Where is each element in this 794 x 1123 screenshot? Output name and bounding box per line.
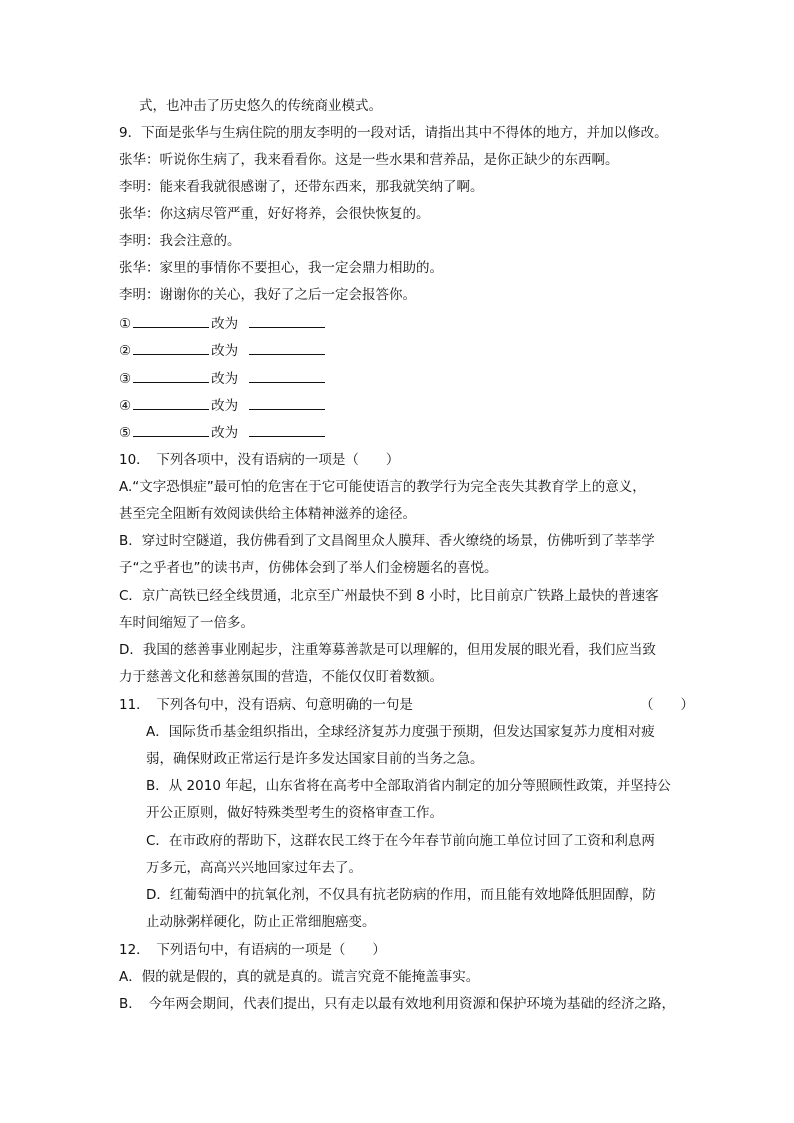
blank-revised[interactable] [249,313,325,328]
option-c-cont: 万多元，高高兴兴地回家过年去了。 [146,860,362,876]
option-a: A．假的就是假的，真的就是真的。谎言究竟不能掩盖事实。 [119,969,480,985]
answer-blank-row [119,368,327,388]
option-d: D．红葡萄酒中的抗氧化剂，不仅具有抗老防病的作用，而且能有效地降低胆固醇，防 [146,887,656,903]
dialogue-line: 李明：我会注意的。 [119,233,241,249]
question-11-text: 11． 下列各句中，没有语病、句意明确的一句是 [119,697,413,713]
option-d-cont: 力于慈善文化和慈善氛围的营造，不能仅仅盯着数额。 [119,669,443,685]
dialogue-line: 李明：谢谢你的关心，我好了之后一定会报答你。 [119,287,416,303]
option-b: B．从 2010 年起，山东省将在高考中全部取消省内制定的加分等照顾性政策，并坚持公 [146,778,671,794]
blank-original[interactable] [133,340,209,355]
option-b-cont: 子“之乎者也”的读书声，仿佛体会到了举人们金榜题名的喜悦。 [119,560,498,576]
option-c-cont: 车时间缩短了一倍多。 [119,615,254,631]
answer-paren: （ ） [640,697,694,713]
question-11-stem [119,695,413,715]
blank-label: 改为 [211,343,239,359]
option-a: A．国际货币基金组织指出，全球经济复苏力度强于预期，但发达国家复苏力度相对疲 [146,724,655,740]
option-d-cont: 止动脉粥样硬化，防止正常细胞癌变。 [146,914,376,930]
blank-revised[interactable] [249,340,325,355]
option-d: D．我国的慈善事业刚起步，注重筹募善款是可以理解的，但用发展的眼光看，我们应当致 [119,642,656,658]
blank-revised[interactable] [249,422,325,437]
question-10-stem: 10． 下列各项中，没有语病的一项是（ ） [119,452,400,468]
blank-number: ② [119,343,132,359]
question-12-stem: 12． 下列语句中，有语病的一项是（ ） [119,942,386,958]
option-a-cont: 甚至完全阻断有效阅读供给主体精神滋养的途径。 [119,506,416,522]
blank-original[interactable] [133,368,209,383]
text-line: 式，也冲击了历史悠久的传统商业模式。 [139,98,382,114]
blank-original[interactable] [133,313,209,328]
question-9-stem: 9．下面是张华与生病住院的朋友李明的一段对话，请指出其中不得体的地方，并加以修改。 [119,125,668,141]
blank-revised[interactable] [249,395,325,410]
answer-blank-row [119,340,327,360]
blank-number: ① [119,316,132,332]
option-a-cont: 弱，确保财政正常运行是许多发达国家目前的当务之急。 [146,751,484,767]
blank-label: 改为 [211,398,239,414]
blank-label: 改为 [211,316,239,332]
option-c: C．在市政府的帮助下，这群农民工终于在今年春节前向施工单位讨回了工资和利息两 [146,833,655,849]
option-c: C．京广高铁已经全线贯通，北京至广州最快不到 8 小时，比目前京广铁路上最快的普速客 [119,588,659,604]
answer-blank-row [119,313,327,333]
dialogue-line: 张华：听说你生病了，我来看看你。这是一些水果和营养品，是你正缺少的东西啊。 [119,152,619,168]
answer-blank-row [119,395,327,415]
option-b: B． 今年两会期间，代表们提出，只有走以最有效地利用资源和保护环境为基础的经济之路， [119,996,676,1012]
blank-original[interactable] [133,422,209,437]
blank-label: 改为 [211,371,239,387]
blank-label: 改为 [211,425,239,441]
blank-number: ⑤ [119,425,132,441]
option-b-cont: 开公正原则，做好特殊类型考生的资格审查工作。 [146,805,443,821]
answer-blank-row [119,422,327,442]
dialogue-line: 李明：能来看我就很感谢了，还带东西来，那我就笑纳了啊。 [119,179,484,195]
option-b: B．穿过时空隧道，我仿佛看到了文昌阁里众人膜拜、香火缭绕的场景，仿佛听到了莘莘学 [119,533,655,549]
blank-number: ③ [119,371,132,387]
dialogue-line: 张华：你这病尽管严重，好好将养，会很快恢复的。 [119,206,430,222]
blank-original[interactable] [133,395,209,410]
blank-number: ④ [119,398,132,414]
dialogue-line: 张华：家里的事情你不要担心，我一定会鼎力相助的。 [119,260,443,276]
blank-revised[interactable] [249,368,325,383]
option-a: A.“文字恐惧症”最可怕的危害在于它可能使语言的教学行为完全丧失其教育学上的意义， [119,479,646,495]
